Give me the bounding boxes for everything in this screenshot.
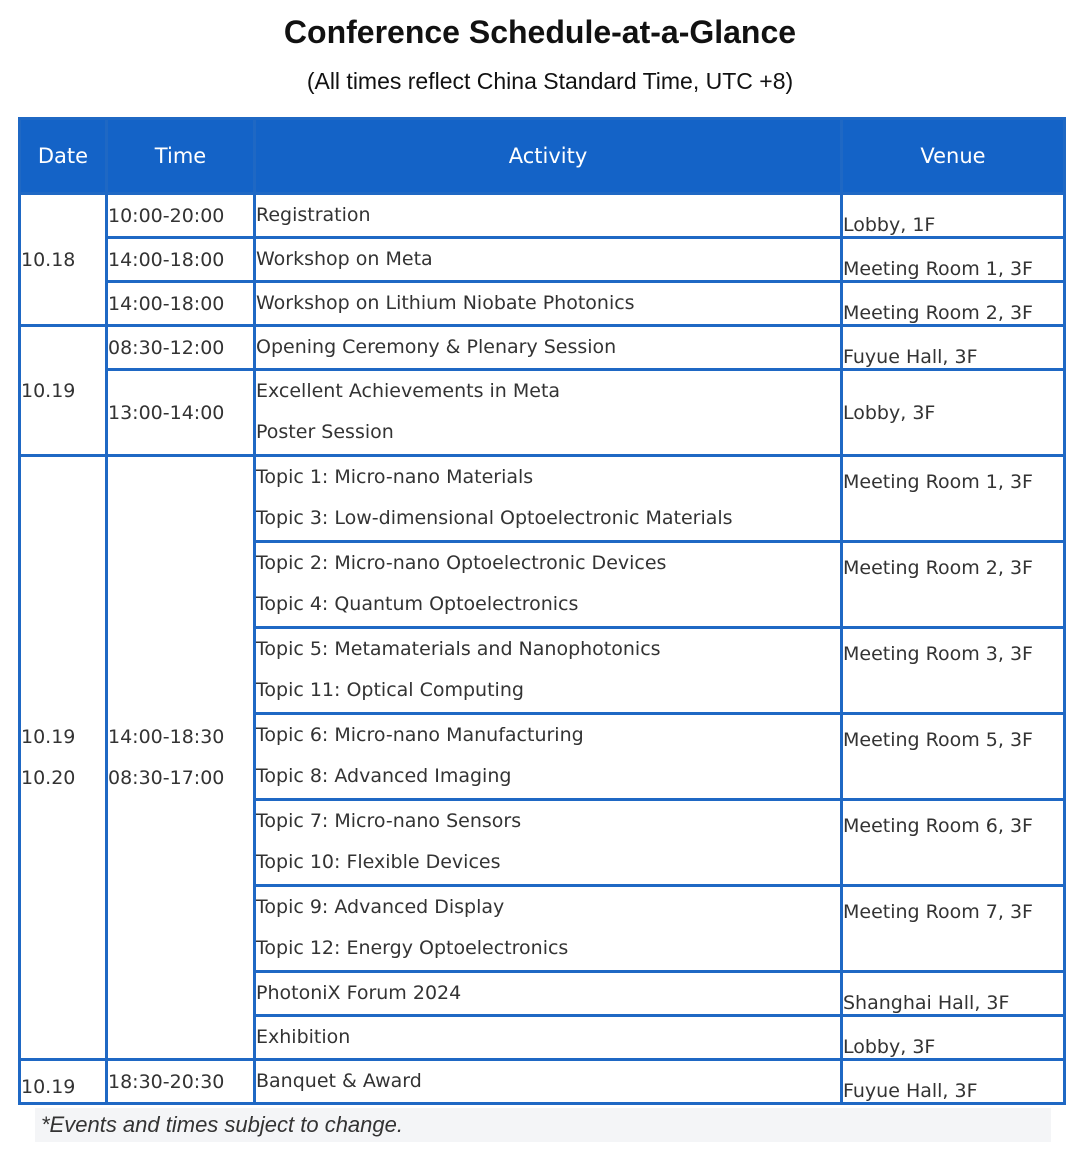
page-subtitle: (All times reflect China Standard Time, UTC +8) [306,68,794,94]
venue-cell: Shanghai Hall, 3F [842,972,1065,1016]
activity-text: Registration [256,204,371,226]
activity-cell [255,326,842,370]
table-row [20,326,1065,370]
table-row [20,456,1065,542]
date-cell: 10.18 [20,194,107,326]
table-row [20,238,1065,282]
activity-cell [255,800,842,886]
venue-cell: Lobby, 3F [842,1016,1065,1060]
activity-text: Topic 11: Optical Computing [256,679,524,701]
page-title: Conference Schedule-at-a-Glance [283,14,797,50]
activity-cell [255,628,842,714]
venue-cell: Lobby, 3F [842,370,1065,456]
table-row [20,194,1065,238]
activity-text: Topic 5: Metamaterials and Nanophotonics [256,638,661,660]
activity-cell [255,972,842,1016]
activity-text: Topic 3: Low-dimensional Optoelectronic Materials [256,507,733,529]
time-cell: 14:00-18:00 [107,238,255,282]
table-row [20,282,1065,326]
activity-text: Topic 12: Energy Optoelectronics [256,937,569,959]
footnote: *Events and times subject to change. [35,1108,1051,1142]
venue-cell: Meeting Room 5, 3F [842,714,1065,800]
activity-text: Topic 7: Micro-nano Sensors [256,810,522,832]
date-cell [20,456,107,1060]
schedule-table [18,117,1066,1105]
activity-text: Banquet & Award [256,1070,422,1092]
activity-cell [255,370,842,456]
column-header-activity: Activity [255,119,842,194]
venue-cell: Meeting Room 1, 3F [842,456,1065,542]
time-cell: 08:30-12:00 [107,326,255,370]
column-header-date: Date [20,119,107,194]
activity-text: Workshop on Meta [256,248,433,270]
table-header-row [20,119,1065,194]
activity-cell [255,238,842,282]
venue-cell: Meeting Room 3, 3F [842,628,1065,714]
time-cell: 13:00-14:00 [107,370,255,456]
activity-text: Topic 4: Quantum Optoelectronics [256,593,579,615]
column-header-time: Time [107,119,255,194]
venue-cell: Meeting Room 2, 3F [842,282,1065,326]
activity-text: Opening Ceremony & Plenary Session [256,336,617,358]
activity-cell [255,282,842,326]
date-text: 10.20 [21,766,76,789]
activity-cell [255,194,842,238]
activity-cell [255,714,842,800]
activity-text: PhotoniX Forum 2024 [256,982,462,1004]
time-cell: 14:00-18:00 [107,282,255,326]
activity-cell [255,542,842,628]
activity-text: Poster Session [256,421,394,443]
activity-text: Topic 2: Micro-nano Optoelectronic Devices [256,552,667,574]
venue-cell: Meeting Room 2, 3F [842,542,1065,628]
activity-text: Topic 9: Advanced Display [256,896,505,918]
activity-text: Workshop on Lithium Niobate Photonics [256,292,635,314]
table-row [20,1060,1065,1104]
activity-cell [255,1060,842,1104]
time-cell [107,456,255,1060]
venue-cell: Meeting Room 7, 3F [842,886,1065,972]
activity-cell [255,886,842,972]
date-cell: 10.19 [20,326,107,456]
table-row [20,370,1065,456]
time-cell: 18:30-20:30 [107,1060,255,1104]
time-text: 14:00-18:30 [108,725,225,748]
venue-cell: Fuyue Hall, 3F [842,1060,1065,1104]
activity-cell [255,456,842,542]
date-cell: 10.19 [20,1060,107,1104]
time-text: 08:30-17:00 [108,766,225,789]
activity-text: Topic 8: Advanced Imaging [256,765,512,787]
activity-text: Excellent Achievements in Meta [256,380,561,402]
activity-text: Exhibition [256,1026,351,1048]
venue-cell: Meeting Room 6, 3F [842,800,1065,886]
time-cell: 10:00-20:00 [107,194,255,238]
venue-cell: Fuyue Hall, 3F [842,326,1065,370]
column-header-venue: Venue [842,119,1065,194]
venue-cell: Lobby, 1F [842,194,1065,238]
date-text: 10.19 [21,725,76,748]
activity-text: Topic 6: Micro-nano Manufacturing [256,724,584,746]
activity-text: Topic 1: Micro-nano Materials [256,466,534,488]
activity-text: Topic 10: Flexible Devices [256,851,501,873]
activity-cell [255,1016,842,1060]
venue-cell: Meeting Room 1, 3F [842,238,1065,282]
